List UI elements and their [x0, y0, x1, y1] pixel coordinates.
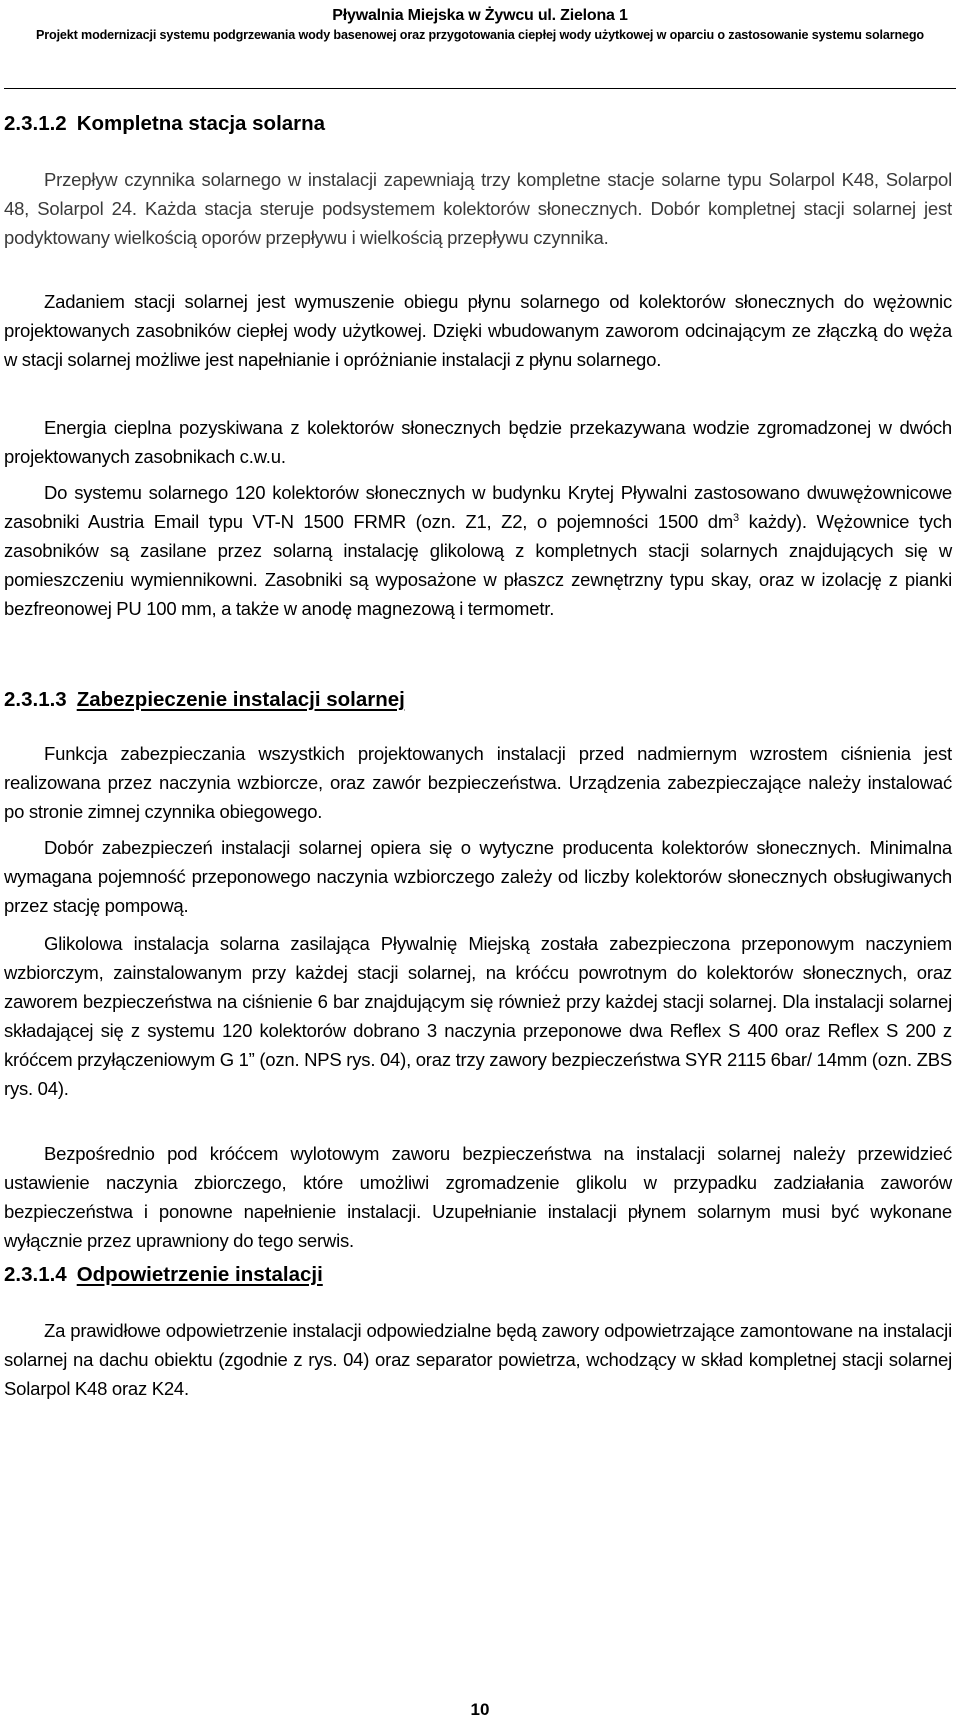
section-number: 2.3.1.2 — [4, 112, 67, 135]
paragraph: Dobór zabezpieczeń instalacji solarnej opiera się o wytyczne producenta kolektorów słonecznych. Minimalna wymagana pojemność przeponowego naczynia wzbiorczego zależy od liczby kolektorów słonecznych obsługiwanych przez stację pompową. — [4, 837, 952, 916]
paragraph: Za prawidłowe odpowietrzenie instalacji odpowiedzialne będą zawory odpowietrzające zamontowane na instalacji solarnej na dachu obiektu (zgodnie z rys. 04) oraz separator powietrza, wchodzący w skład kompletnej stacji solarnej Solarpol K48 oraz K24. — [4, 1320, 952, 1399]
paragraph: Energia cieplna pozyskiwana z kolektorów słonecznych będzie przekazywana wodzie zgromadzonej w dwóch projektowanych zasobnikach c.w.u. — [4, 417, 952, 467]
paragraph: Przepływ czynnika solarnego w instalacji zapewniają trzy kompletne stacje solarne typu Solarpol K48, Solarpol 48, Solarpol 24. Każda stacja steruje podsystemem kolektorów słonecznych. Dobór kompletnej stacji solarnej jest podyktowany wielkością oporów przepływu i wielkością przepływu czynnika. — [4, 169, 952, 248]
paragraph: Zadaniem stacji solarnej jest wymuszenie obiegu płynu solarnego od kolektorów słonecznych do wężownic projektowanych zasobników ciepłej wody użytkowej. Dzięki wbudowanym zaworom odcinającym ze złączką do węża w stacji solarnej możliwe jest napełnianie i opróżnianie instalacji z płynu solarnego. — [4, 291, 952, 370]
paragraph — [4, 478, 952, 623]
header-title: Pływalnia Miejska w Żywcu ul. Zielona 1 — [332, 7, 628, 24]
section-title: Zabezpieczenie instalacji solarnej — [76, 688, 405, 711]
paragraph-text: Do systemu solarnego 120 kolektorów słonecznych w budynku Krytej Pływalni zastosowano dwuwężownicowe zasobniki Austria Email typu VT-N 1500 FRMR (ozn. Z1, Z2, o pojemności 1500 dm — [4, 482, 952, 532]
paragraph: Glikolowa instalacja solarna zasilająca Pływalnię Miejską została zabezpieczona przeponowym naczyniem wzbiorczym, zainstalowanym przy każdej stacji solarnej, na króćcu powrotnym do kolektorów słonecznych, oraz zaworem bezpieczeństwa na ciśnienie 6 bar znajdującym się również przy każdej stacji solarnej. Dla instalacji solarnej składającej się z systemu 120 kolektorów dobrano 3 naczynia przeponowe dwa Reflex S 400 oraz Reflex S 200 z króćcem przyłączeniowym G 1” (ozn. NPS rys. 04), oraz trzy zawory bezpieczeństwa SYR 2115 6bar/ 14mm (ozn. ZBS rys. 04). — [4, 933, 952, 1099]
header-subtitle: Projekt modernizacji systemu podgrzewania wody basenowej oraz przygotowania ciepłej wody użytkowej w oparciu o zastosowanie systemu solarnego — [36, 28, 924, 42]
page-number: 10 — [470, 1700, 490, 1719]
paragraph: Funkcja zabezpieczania wszystkich projektowanych instalacji przed nadmiernym wzrostem ciśnienia jest realizowana przez naczynia wzbiorcze, oraz zawór bezpieczeństwa. Urządzenia zabezpieczające należy instalować po stronie zimnej czynnika obiegowego. — [4, 743, 952, 822]
section-title: Odpowietrzenie instalacji — [76, 1263, 323, 1286]
section-title: Kompletna stacja solarna — [76, 112, 326, 135]
section-number: 2.3.1.4 — [4, 1263, 67, 1286]
section-heading-odpowietrzenie — [4, 1262, 323, 1288]
page-header — [0, 6, 960, 44]
section-heading-zabezpieczenie — [4, 687, 405, 713]
header-divider — [4, 88, 956, 89]
section-number: 2.3.1.3 — [4, 688, 67, 711]
paragraph-text: każdy). Wężownice tych zasobników są zasilane przez solarną instalację glikolową z kompletnych stacji solarnych znajdujących się w pomieszczeniu wymiennikowni. Zasobniki są wyposażone w płaszcz zewnętrzny typu skay, oraz w izolację z pianki bezfreonowej PU 100 mm, a także w anodę magnezową i termometr. — [4, 511, 952, 619]
superscript: 3 — [733, 511, 739, 524]
section-heading-kompletna-stacja — [4, 111, 325, 137]
paragraph: Bezpośrednio pod króćcem wylotowym zaworu bezpieczeństwa na instalacji solarnej należy przewidzieć ustawienie naczynia zbiorczego, które umożliwi zgromadzenie glikolu w przypadku zadziałania zaworów bezpieczeństwa i ponowne napełnienie instalacji. Uzupełnianie instalacji płynem solarnym musi być wykonane wyłącznie przez uprawniony do tego serwis. — [4, 1143, 952, 1251]
